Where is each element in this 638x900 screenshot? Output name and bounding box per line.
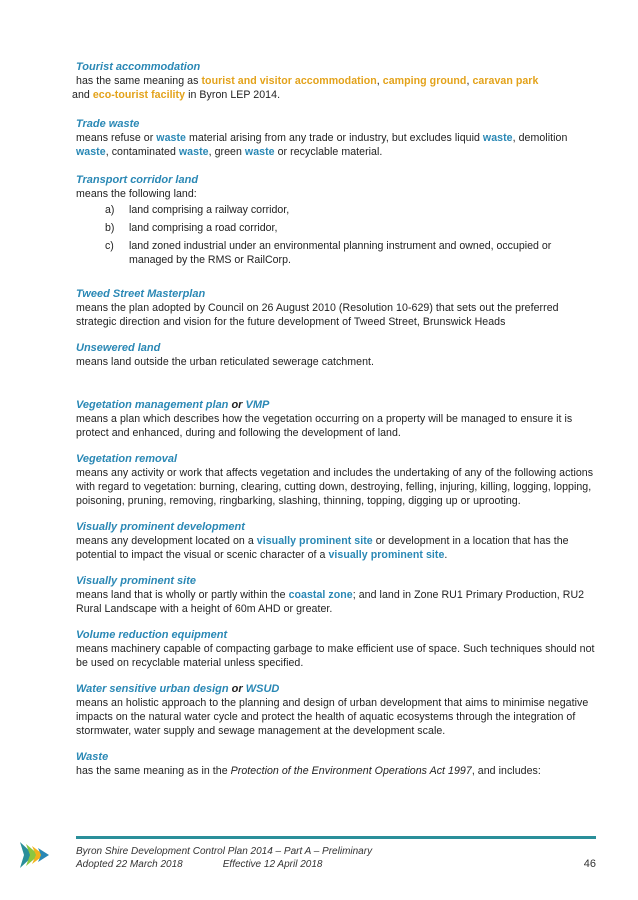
term-part: WSUD: [245, 683, 280, 695]
link-waste[interactable]: waste: [156, 132, 186, 144]
definition-text: means the plan adopted by Council on 26 August 2010 (Resolution 10-629) that sets out the preferred strategic direction and vision for the future development of Tweed Street, Brunswick Heads: [76, 302, 559, 328]
term-part: Vegetation management plan: [76, 399, 229, 411]
list-marker: a): [105, 204, 115, 216]
term-title: Visually prominent development: [76, 521, 245, 533]
term-connector: or: [228, 399, 246, 411]
definition-visually-prominent-development: [76, 520, 596, 562]
term-title: [76, 398, 596, 412]
text-run: ,: [466, 75, 473, 87]
list-item-text: land comprising a road corridor,: [129, 222, 278, 234]
text-run: and: [72, 89, 93, 101]
definition-text: [76, 764, 596, 778]
text-run: in Byron LEP 2014.: [185, 89, 281, 101]
definition-text: [72, 74, 596, 102]
byron-shire-logo-icon: [18, 838, 50, 872]
definition-text: means land outside the urban reticulated sewerage catchment.: [76, 356, 375, 368]
definition-unsewered-land: [76, 341, 596, 369]
text-run: , contaminated: [105, 146, 179, 158]
definition-text: means an holistic approach to the planning and design of urban development that aims to minimise negative impacts on the natural water cycle and protect the health of aquatic ecosystems through the integration of stormwater, water supply and sewage management at the development scale.: [76, 697, 589, 737]
term-connector: or: [228, 683, 246, 695]
definition-tweed-street-masterplan: [76, 287, 596, 329]
footer-document-title: Byron Shire Development Control Plan 2014 – Part A – Preliminary: [76, 846, 373, 857]
corridor-list: [76, 203, 596, 267]
link-camping-ground[interactable]: camping ground: [382, 75, 467, 87]
definition-text: means a plan which describes how the vegetation occurring on a property will be managed to ensure it is protect and enhanced, during and following the development of land.: [76, 413, 573, 439]
footer-dates: [76, 858, 596, 871]
term-title: [76, 682, 596, 696]
list-item: [76, 221, 596, 235]
definition-text: means machinery capable of compacting garbage to make efficient use of space. Such techniques should not be used on recyclable material unless specified.: [76, 643, 595, 669]
footer-effective-date: Effective 12 April 2018: [222, 859, 323, 870]
text-run: .: [444, 549, 448, 561]
link-waste[interactable]: waste: [244, 146, 275, 158]
term-title: Vegetation removal: [76, 453, 178, 465]
term-title: Transport corridor land: [76, 174, 199, 186]
act-title: Protection of the Environment Operations Act 1997: [230, 765, 472, 777]
text-run: or development in a location that has the potential to impact the visual or scenic character of a: [76, 535, 569, 561]
text-run: , and includes:: [471, 765, 541, 777]
list-item: [76, 203, 596, 217]
link-caravan-park[interactable]: caravan park: [472, 75, 539, 87]
definition-intro: means the following land:: [76, 188, 197, 200]
link-visually-prominent-site[interactable]: visually prominent site: [328, 549, 445, 561]
link-waste[interactable]: waste: [76, 146, 106, 158]
text-run: has the same meaning as in the: [76, 765, 231, 777]
term-title: Visually prominent site: [76, 575, 197, 587]
list-item-text: land comprising a railway corridor,: [129, 204, 290, 216]
footer-adopted-date: Adopted 22 March 2018: [76, 859, 183, 870]
term-part: VMP: [245, 399, 270, 411]
text-run: , demolition: [512, 132, 568, 144]
text-run: material arising from any trade or industry, but excludes liquid: [186, 132, 483, 144]
text-run: means refuse or: [76, 132, 157, 144]
link-waste[interactable]: waste: [482, 132, 513, 144]
definition-text: [76, 534, 596, 562]
definition-visually-prominent-site: [76, 574, 596, 616]
definition-tourist-accommodation: [72, 60, 596, 102]
text-run: ,: [376, 75, 383, 87]
footer: [76, 845, 596, 871]
link-visually-prominent-site[interactable]: visually prominent site: [256, 535, 373, 547]
list-marker: b): [105, 222, 115, 234]
definition-trade-waste: [76, 117, 596, 159]
footer-rule: [76, 836, 596, 839]
definition-vegetation-removal: [76, 452, 596, 508]
definition-volume-reduction-equipment: [76, 628, 596, 670]
text-run: means land that is wholly or partly within the: [76, 589, 289, 601]
definition-waste: [76, 750, 596, 778]
text-run: or recyclable material.: [274, 146, 383, 158]
list-item: [76, 239, 596, 267]
definitions-list: [72, 60, 596, 778]
definition-water-sensitive-urban-design: [76, 682, 596, 738]
link-waste[interactable]: waste: [178, 146, 209, 158]
term-title: Tourist accommodation: [76, 61, 201, 73]
definition-text: [76, 131, 596, 159]
term-title: Volume reduction equipment: [76, 629, 228, 641]
page-number: 46: [583, 858, 596, 870]
link-eco-tourist-facility[interactable]: eco-tourist facility: [92, 89, 186, 101]
definition-transport-corridor-land: [76, 173, 596, 267]
text-run: , green: [208, 146, 245, 158]
definition-vegetation-management-plan: [76, 398, 596, 440]
term-title: Waste: [76, 751, 109, 763]
term-part: Water sensitive urban design: [76, 683, 229, 695]
definition-text: means any activity or work that affects vegetation and includes the undertaking of any of the following actions with regard to vegetation: burning, clearing, cutting down, destroying, felling, injuring, killing, logging, lopping, poisoning, pruning, removing, ringbarking, slashing, thinning, topping, digging up or uprooting.: [76, 467, 594, 507]
term-title: Tweed Street Masterplan: [76, 288, 206, 300]
link-tourist-visitor-accommodation[interactable]: tourist and visitor accommodation: [201, 75, 377, 87]
list-item-text: land zoned industrial under an environmental planning instrument and owned, occupied or managed by the RMS or RailCorp.: [129, 240, 552, 266]
term-title: Trade waste: [76, 118, 140, 130]
term-title: Unsewered land: [76, 342, 161, 354]
link-coastal-zone[interactable]: coastal zone: [288, 589, 353, 601]
text-run: has the same meaning as: [76, 75, 202, 87]
list-marker: c): [105, 240, 114, 252]
text-run: ; and land in Zone RU1 Primary Production, RU2 Rural Landscape with a height of 60m AHD or greater.: [76, 589, 585, 615]
text-run: means any development located on a: [76, 535, 257, 547]
definition-text: [76, 588, 596, 616]
